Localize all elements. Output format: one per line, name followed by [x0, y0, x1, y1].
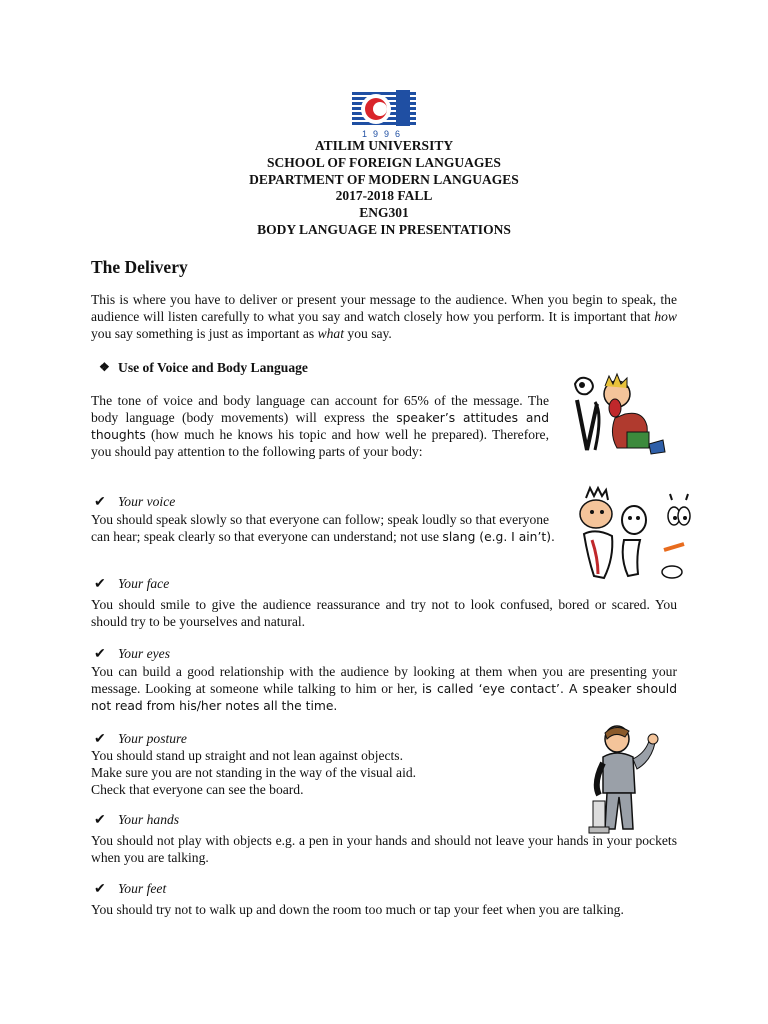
header-line-university: ATILIM UNIVERSITY: [314, 138, 454, 153]
posture-heading: [94, 731, 187, 747]
voice-text: You should speak slowly so that everyone can follow; speak loudly so that everyone can hear; speak clearly so that everyone can understand; not use: [91, 512, 550, 544]
voice-heading: [94, 494, 176, 510]
eyes-sans-text: is called ‘eye contact’. A speaker should not read from his/her notes all the time.: [91, 681, 678, 713]
posture-line: Check that everyone can see the board.: [91, 781, 304, 797]
voice-paragraph: [91, 512, 556, 546]
intro-text-2: you say something is just as important as: [91, 325, 318, 341]
checkmark-icon: ✔: [94, 813, 106, 828]
document-header: [0, 138, 768, 239]
checkmark-icon: ✔: [94, 647, 106, 662]
checkmark-icon: ✔: [94, 732, 106, 747]
logo-emblem: [352, 90, 416, 126]
posture-paragraph: [91, 748, 551, 799]
eyes-paragraph: [91, 664, 677, 715]
feet-paragraph: You should try not to walk up and down the room too much or tap your feet when you are talking.: [91, 902, 624, 917]
posture-heading-text: Your posture: [118, 731, 187, 746]
voice-sans-text: slang (e.g. I ain’t).: [442, 529, 555, 544]
posture-line: You should stand up straight and not lean against objects.: [91, 748, 403, 763]
section-title: The Delivery: [91, 257, 188, 277]
header-line-topic: BODY LANGUAGE IN PRESENTATIONS: [257, 221, 511, 237]
eyes-text: You can build a good relationship with the audience by looking at them when you are presenting your message. Looking at someone while talking to him or her,: [91, 664, 677, 696]
voice-heading-text: Your voice: [118, 494, 176, 509]
body-language-paragraph: [91, 393, 549, 461]
hands-heading: [94, 812, 180, 828]
university-logo: [350, 88, 418, 140]
logo-year: 1996: [361, 129, 407, 139]
posture-illustration: [585, 723, 677, 836]
subheading: [99, 360, 308, 376]
checkmark-icon: ✔: [94, 577, 106, 592]
intro-paragraph: [91, 292, 677, 343]
face-heading: [94, 576, 170, 592]
voice-illustration: [565, 374, 675, 456]
checkmark-icon: ✔: [94, 882, 106, 897]
feet-heading: [94, 881, 167, 897]
eyes-heading: [94, 646, 170, 662]
intro-text-1: This is where you have to deliver or present your message to the audience. When you begin to speak, the audience will listen carefully to what you say and watch closely how you perform. It is important that: [91, 292, 677, 324]
diamond-bullet-icon: ❖: [99, 360, 110, 374]
checkmark-icon: ✔: [94, 495, 106, 510]
intro-emphasis-how: how: [654, 308, 677, 324]
header-line-school: SCHOOL OF FOREIGN LANGUAGES: [267, 154, 501, 170]
hands-heading-text: Your hands: [118, 812, 180, 827]
intro-text-3: you say.: [344, 325, 392, 341]
p1-sans-text: speaker’s attitudes and thoughts: [91, 410, 549, 442]
feet-heading-text: Your feet: [118, 881, 167, 896]
face-heading-text: Your face: [118, 576, 170, 591]
face-illustration: [574, 488, 694, 580]
posture-line: Make sure you are not standing in the way of the visual aid.: [91, 764, 417, 780]
header-line-term: 2017-2018 FALL: [335, 188, 433, 204]
p1-text-2: (how much he knows his topic and how well he prepared). Therefore, you should pay attention to the following parts of your body:: [91, 426, 549, 459]
eyes-heading-text: Your eyes: [118, 646, 170, 661]
hands-paragraph: You should not play with objects e.g. a pen in your hands and should not leave your hands in your pockets when you are talking.: [91, 833, 677, 865]
subheading-text: Use of Voice and Body Language: [118, 360, 308, 375]
intro-emphasis-what: what: [317, 325, 344, 341]
header-line-department: DEPARTMENT OF MODERN LANGUAGES: [249, 171, 519, 187]
p1-text-1: The tone of voice and body language can account for 65% of the message. The body language (body movements) will express the: [91, 393, 549, 425]
face-paragraph: You should smile to give the audience reassurance and try not to look confused, bored or scared. You should try to be yourselves and natural.: [91, 597, 677, 629]
header-line-course: ENG301: [359, 205, 409, 221]
